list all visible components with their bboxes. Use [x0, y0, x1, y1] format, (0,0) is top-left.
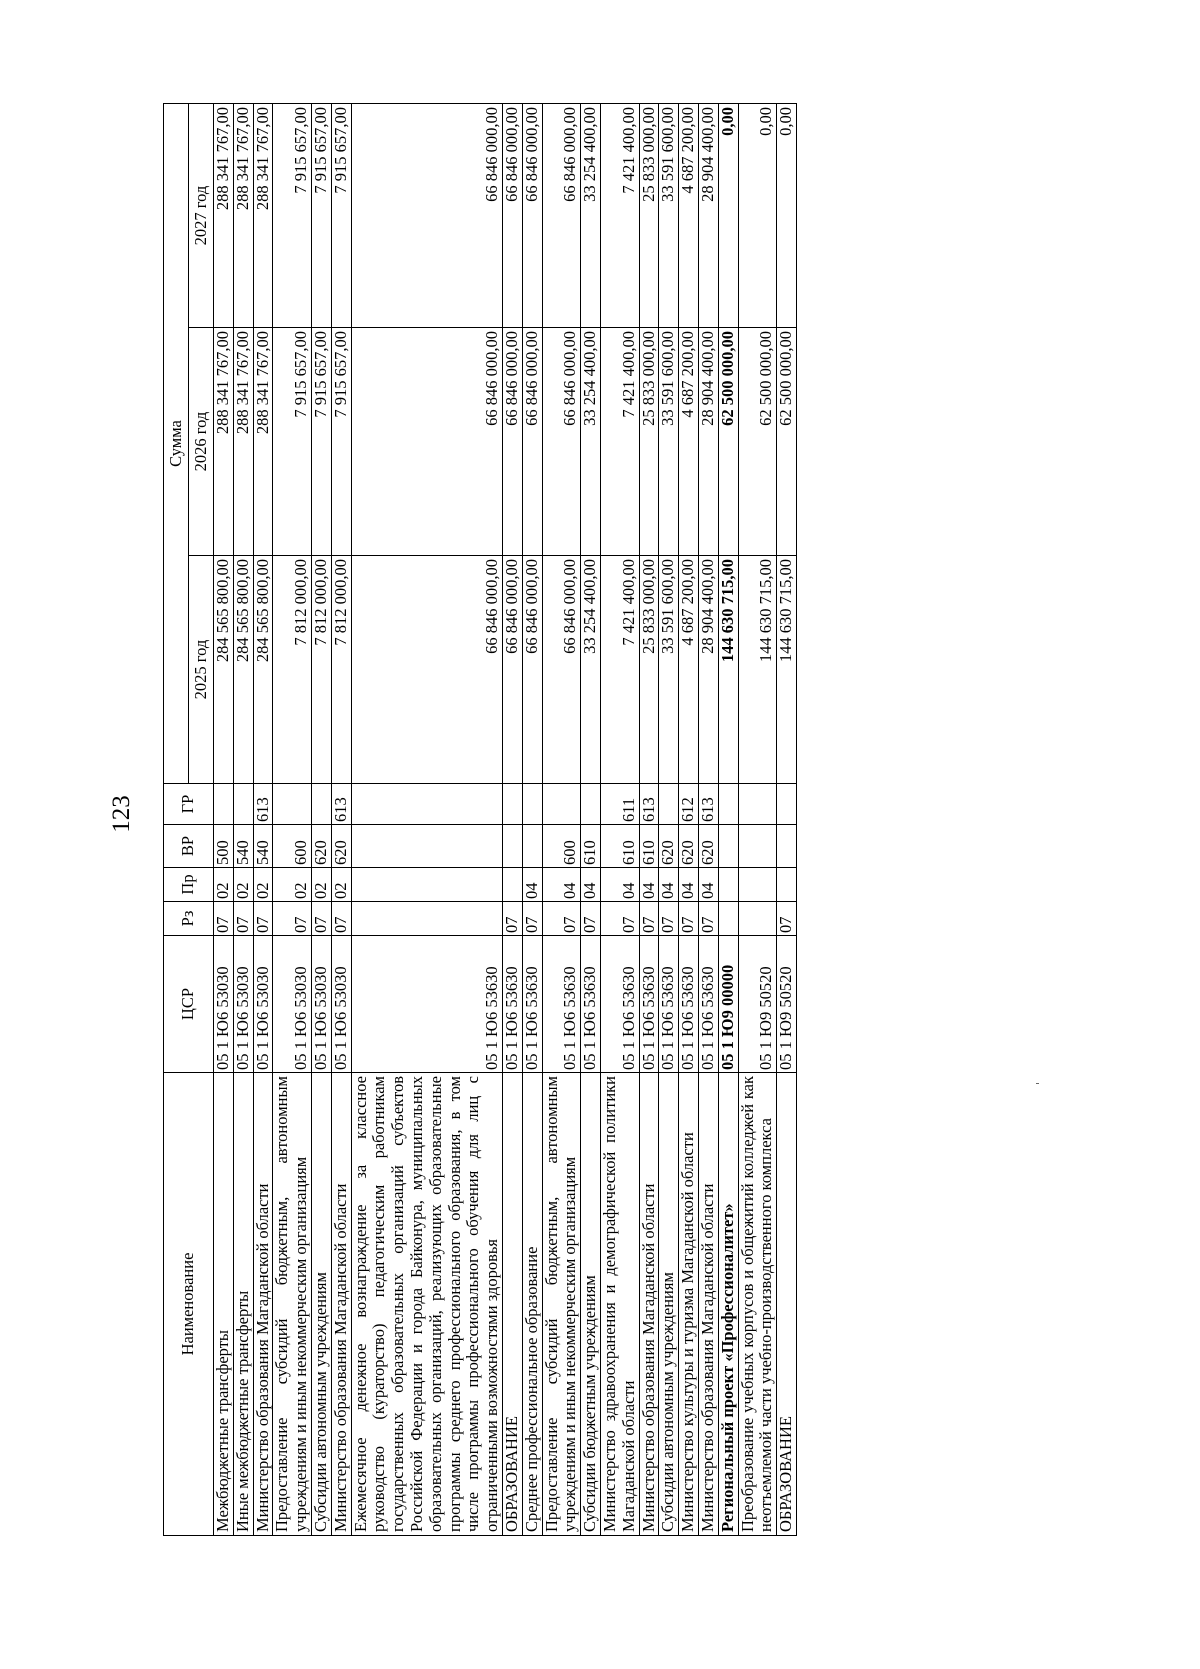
table-row	[233, 103, 253, 1535]
cell-gr: 613	[639, 784, 659, 825]
cell-pr	[718, 868, 738, 902]
cell-gr: 611	[600, 784, 639, 825]
cell-2026: 66 846 000,00	[351, 328, 502, 556]
cell-2026: 7 915 657,00	[331, 328, 351, 556]
cell-csr: 05 1 Ю9 50520	[738, 936, 777, 1073]
cell-2027: 288 341 767,00	[233, 103, 253, 327]
page-number: 123	[108, 795, 135, 833]
table-row	[581, 103, 601, 1535]
cell-name: Министерство культуры и туризма Магаданской области	[679, 1073, 699, 1536]
cell-2027: 33 254 400,00	[581, 103, 601, 327]
cell-csr: 05 1 Ю6 53630	[351, 936, 502, 1073]
cell-2025: 284 565 800,00	[253, 556, 273, 784]
cell-2025: 7 812 000,00	[331, 556, 351, 784]
cell-csr: 05 1 Ю9 00000	[718, 936, 738, 1073]
cell-name: Министерство образования Магаданской области	[331, 1073, 351, 1536]
table-row	[777, 103, 797, 1535]
cell-vr	[738, 825, 777, 868]
cell-csr: 05 1 Ю6 53630	[522, 936, 542, 1073]
cell-name: Министерство образования Магаданской области	[253, 1073, 273, 1536]
cell-csr: 05 1 Ю6 53630	[581, 936, 601, 1073]
cell-2025: 144 630 715,00	[777, 556, 797, 784]
cell-gr: 612	[679, 784, 699, 825]
cell-2025: 28 904 400,00	[698, 556, 718, 784]
cell-gr: 613	[253, 784, 273, 825]
cell-pr: 02	[253, 868, 273, 902]
cell-rz: 07	[522, 902, 542, 936]
cell-2026: 28 904 400,00	[698, 328, 718, 556]
cell-pr: 04	[542, 868, 581, 902]
cell-csr: 05 1 Ю6 53630	[659, 936, 679, 1073]
cell-gr	[659, 784, 679, 825]
cell-2026: 33 254 400,00	[581, 328, 601, 556]
cell-pr	[502, 868, 522, 902]
table-header	[164, 103, 214, 1535]
cell-2027: 66 846 000,00	[522, 103, 542, 327]
cell-csr: 05 1 Ю6 53030	[311, 936, 331, 1073]
cell-gr: 613	[331, 784, 351, 825]
cell-vr: 540	[233, 825, 253, 868]
cell-gr	[273, 784, 312, 825]
header-2026: 2026 год	[189, 328, 214, 556]
cell-vr: 540	[253, 825, 273, 868]
cell-rz: 07	[698, 902, 718, 936]
cell-pr: 04	[639, 868, 659, 902]
cell-2026: 33 591 600,00	[659, 328, 679, 556]
cell-2027: 4 687 200,00	[679, 103, 699, 327]
cell-name: Иные межбюджетные трансферты	[233, 1073, 253, 1536]
header-2025: 2025 год	[189, 556, 214, 784]
cell-2026: 25 833 000,00	[639, 328, 659, 556]
cell-vr: 620	[659, 825, 679, 868]
cell-2027: 0,00	[738, 103, 777, 327]
cell-csr: 05 1 Ю6 53630	[698, 936, 718, 1073]
table-row	[311, 103, 331, 1535]
cell-csr: 05 1 Ю6 53030	[331, 936, 351, 1073]
cell-2026: 62 500 000,00	[738, 328, 777, 556]
cell-rz: 07	[581, 902, 601, 936]
cell-2026: 66 846 000,00	[542, 328, 581, 556]
cell-vr: 610	[639, 825, 659, 868]
cell-csr: 05 1 Ю6 53030	[233, 936, 253, 1073]
cell-csr: 05 1 Ю6 53630	[679, 936, 699, 1073]
budget-table	[163, 103, 797, 1536]
cell-pr: 04	[698, 868, 718, 902]
cell-2026: 66 846 000,00	[502, 328, 522, 556]
cell-csr: 05 1 Ю6 53030	[253, 936, 273, 1073]
cell-rz	[351, 902, 502, 936]
table-row	[542, 103, 581, 1535]
cell-2025: 66 846 000,00	[351, 556, 502, 784]
cell-2027: 0,00	[777, 103, 797, 327]
cell-name: Министерство образования Магаданской области	[698, 1073, 718, 1536]
cell-vr	[351, 825, 502, 868]
cell-rz: 07	[214, 902, 234, 936]
cell-rz	[718, 902, 738, 936]
cell-2025: 33 591 600,00	[659, 556, 679, 784]
cell-name: Региональный проект «Профессионалитет»	[718, 1073, 738, 1536]
cell-2026: 7 915 657,00	[311, 328, 331, 556]
cell-pr: 04	[679, 868, 699, 902]
cell-gr	[214, 784, 234, 825]
table-row	[522, 103, 542, 1535]
cell-name: Субсидии автономным учреждениям	[659, 1073, 679, 1536]
cell-2026: 288 341 767,00	[253, 328, 273, 556]
cell-pr: 04	[522, 868, 542, 902]
cell-csr: 05 1 Ю6 53630	[502, 936, 522, 1073]
table-row	[214, 103, 234, 1535]
cell-gr	[738, 784, 777, 825]
cell-gr	[311, 784, 331, 825]
cell-csr: 05 1 Ю6 53630	[639, 936, 659, 1073]
cell-vr	[502, 825, 522, 868]
cell-pr: 04	[581, 868, 601, 902]
cell-rz: 07	[253, 902, 273, 936]
cell-rz: 07	[502, 902, 522, 936]
cell-2027: 7 915 657,00	[331, 103, 351, 327]
cell-rz: 07	[639, 902, 659, 936]
cell-csr: 05 1 Ю6 53030	[214, 936, 234, 1073]
cell-2027: 7 915 657,00	[273, 103, 312, 327]
cell-2026: 7 915 657,00	[273, 328, 312, 556]
cell-2026: 62 500 000,00	[777, 328, 797, 556]
cell-vr: 610	[600, 825, 639, 868]
cell-rz	[738, 902, 777, 936]
cell-2025: 144 630 715,00	[718, 556, 738, 784]
table-row	[273, 103, 312, 1535]
header-sum: Сумма	[164, 103, 189, 783]
cell-2027: 33 591 600,00	[659, 103, 679, 327]
cell-rz: 07	[600, 902, 639, 936]
table-row	[718, 103, 738, 1535]
header-name: Наименование	[164, 1073, 214, 1536]
cell-2026: 288 341 767,00	[233, 328, 253, 556]
cell-rz: 07	[233, 902, 253, 936]
cell-csr: 05 1 Ю6 53630	[600, 936, 639, 1073]
cell-pr: 04	[659, 868, 679, 902]
cell-name: Предоставление субсидий бюджетным, автономным учреждениям и иным некоммерческим организациям	[542, 1073, 581, 1536]
table-row	[659, 103, 679, 1535]
cell-rz: 07	[331, 902, 351, 936]
cell-vr: 620	[698, 825, 718, 868]
cell-rz: 07	[311, 902, 331, 936]
cell-2025: 33 254 400,00	[581, 556, 601, 784]
cell-pr: 02	[331, 868, 351, 902]
cell-pr	[351, 868, 502, 902]
cell-2026: 66 846 000,00	[522, 328, 542, 556]
table-row	[600, 103, 639, 1535]
cell-pr	[777, 868, 797, 902]
cell-name: Преобразование учебных корпусов и общежитий колледжей как неотъемлемой части учебно-производственного комплекса	[738, 1073, 777, 1536]
cell-name: Субсидии бюджетным учреждениям	[581, 1073, 601, 1536]
cell-2027: 288 341 767,00	[253, 103, 273, 327]
cell-2027: 288 341 767,00	[214, 103, 234, 327]
cell-gr	[502, 784, 522, 825]
cell-2025: 284 565 800,00	[214, 556, 234, 784]
cell-name: Межбюджетные трансферты	[214, 1073, 234, 1536]
table-row	[253, 103, 273, 1535]
table-row	[738, 103, 777, 1535]
cell-csr: 05 1 Ю6 53030	[273, 936, 312, 1073]
cell-rz: 07	[659, 902, 679, 936]
cell-gr	[233, 784, 253, 825]
cell-vr: 600	[542, 825, 581, 868]
table-row	[679, 103, 699, 1535]
cell-2026: 62 500 000,00	[718, 328, 738, 556]
table-row	[351, 103, 502, 1535]
cell-vr	[777, 825, 797, 868]
cell-2025: 66 846 000,00	[502, 556, 522, 784]
cell-2027: 0,00	[718, 103, 738, 327]
cell-2025: 66 846 000,00	[522, 556, 542, 784]
cell-vr: 620	[311, 825, 331, 868]
cell-vr: 500	[214, 825, 234, 868]
cell-2025: 144 630 715,00	[738, 556, 777, 784]
header-csr: ЦСР	[164, 936, 214, 1073]
cell-vr	[718, 825, 738, 868]
cell-2026: 4 687 200,00	[679, 328, 699, 556]
cell-2025: 7 812 000,00	[273, 556, 312, 784]
cell-pr: 02	[214, 868, 234, 902]
cell-rz: 07	[679, 902, 699, 936]
cell-rz: 07	[777, 902, 797, 936]
cell-2027: 66 846 000,00	[502, 103, 522, 327]
cell-gr	[522, 784, 542, 825]
header-rz: Рз	[164, 902, 214, 936]
cell-2025: 66 846 000,00	[542, 556, 581, 784]
table-row	[502, 103, 522, 1535]
cell-2027: 66 846 000,00	[351, 103, 502, 327]
table-row	[639, 103, 659, 1535]
cell-2026: 7 421 400,00	[600, 328, 639, 556]
cell-2025: 7 421 400,00	[600, 556, 639, 784]
cell-csr: 05 1 Ю9 50520	[777, 936, 797, 1073]
cell-2027: 7 421 400,00	[600, 103, 639, 327]
cell-2025: 7 812 000,00	[311, 556, 331, 784]
cell-gr	[351, 784, 502, 825]
cell-2027: 25 833 000,00	[639, 103, 659, 327]
cell-gr	[542, 784, 581, 825]
table-body	[214, 103, 797, 1535]
cell-name: Предоставление субсидий бюджетным, автономным учреждениям и иным некоммерческим организациям	[273, 1073, 312, 1536]
cell-vr	[522, 825, 542, 868]
cell-rz: 07	[542, 902, 581, 936]
cell-csr: 05 1 Ю6 53630	[542, 936, 581, 1073]
cell-name: ОБРАЗОВАНИЕ	[502, 1073, 522, 1536]
cell-pr	[738, 868, 777, 902]
cell-2027: 28 904 400,00	[698, 103, 718, 327]
cell-gr: 613	[698, 784, 718, 825]
cell-name: Среднее профессиональное образование	[522, 1073, 542, 1536]
cell-2026: 288 341 767,00	[214, 328, 234, 556]
cell-vr: 620	[679, 825, 699, 868]
cell-name: ОБРАЗОВАНИЕ	[777, 1073, 797, 1536]
cell-gr	[718, 784, 738, 825]
table-row	[331, 103, 351, 1535]
header-pr: Пр	[164, 868, 214, 902]
cell-name: Министерство здравоохранения и демографической политики Магаданской области	[600, 1073, 639, 1536]
scan-mark	[1036, 1083, 1039, 1084]
cell-name: Министерство образования Магаданской области	[639, 1073, 659, 1536]
cell-vr: 600	[273, 825, 312, 868]
rotated-page-content	[163, 104, 1175, 1536]
cell-2025: 284 565 800,00	[233, 556, 253, 784]
cell-pr: 02	[233, 868, 253, 902]
cell-2027: 66 846 000,00	[542, 103, 581, 327]
cell-name: Ежемесячное денежное вознаграждение за классное руководство (кураторство) педагогическим работникам государственных образовательных организаций субъектов Российской Федерации и города Байконура, муниципальных образовательных организаций, реализующих образовательные программы среднего профессионального образования, в том числе программы профессионального обучения для лиц с ограниченными возможностями здоровья	[351, 1073, 502, 1536]
cell-gr	[581, 784, 601, 825]
header-vr: ВР	[164, 825, 214, 868]
cell-pr: 04	[600, 868, 639, 902]
cell-vr: 620	[331, 825, 351, 868]
header-2027: 2027 год	[189, 103, 214, 327]
cell-pr: 02	[311, 868, 331, 902]
cell-name: Субсидии автономным учреждениям	[311, 1073, 331, 1536]
cell-2027: 7 915 657,00	[311, 103, 331, 327]
cell-2025: 4 687 200,00	[679, 556, 699, 784]
cell-gr	[777, 784, 797, 825]
cell-pr: 02	[273, 868, 312, 902]
cell-rz: 07	[273, 902, 312, 936]
table-row	[698, 103, 718, 1535]
cell-vr: 610	[581, 825, 601, 868]
cell-2025: 25 833 000,00	[639, 556, 659, 784]
header-gr: ГР	[164, 784, 214, 825]
